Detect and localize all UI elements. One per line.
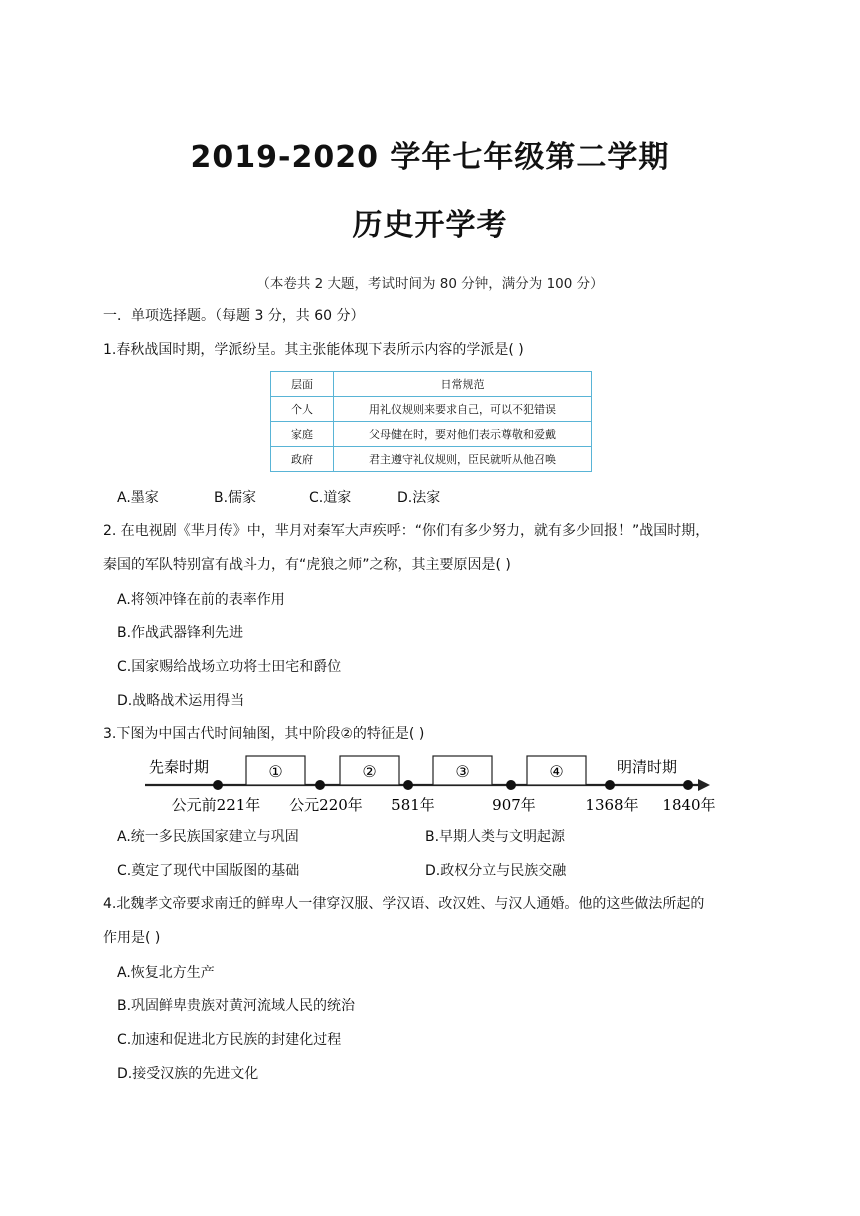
timeline-point	[213, 780, 223, 790]
q1-option-c: C.道家	[309, 490, 352, 506]
table-cell: 个人	[271, 397, 334, 422]
stage-label-1: ①	[268, 762, 283, 781]
table-row	[271, 397, 592, 422]
q3-option-a: A.统一多民族国家建立与巩固	[117, 829, 299, 845]
stage-label-3: ③	[455, 762, 470, 781]
table-cell: 政府	[271, 447, 334, 472]
timeline-point	[315, 780, 325, 790]
exam-note: （本卷共 2 大题，考试时间为 80 分钟，满分为 100 分）	[256, 276, 604, 292]
timeline-tick-label: 1840年	[662, 796, 716, 814]
q4-option-b: B.巩固鲜卑贵族对黄河流域人民的统治	[117, 998, 356, 1014]
q4-option-d: D.接受汉族的先进文化	[117, 1066, 259, 1082]
q2-option-b: B.作战武器锋利先进	[117, 625, 244, 641]
timeline-right-label: 明清时期	[617, 758, 678, 776]
q3-option-d: D.政权分立与民族交融	[425, 863, 567, 879]
q4-option-c: C.加速和促进北方民族的封建化过程	[117, 1032, 342, 1048]
q4-stem-line1: 4.北魏孝文帝要求南迁的鲜卑人一律穿汉服、学汉语、改汉姓、与汉人通婚。他的这些做法所起的	[103, 896, 705, 912]
stage-label-4: ④	[549, 762, 564, 781]
timeline-point	[605, 780, 615, 790]
timeline-tick-label: 581年	[391, 796, 435, 814]
q2-option-c: C.国家赐给战场立功将士田宅和爵位	[117, 659, 342, 675]
q3-option-c: C.奠定了现代中国版图的基础	[117, 863, 300, 879]
table-row	[271, 447, 592, 472]
table-cell: 家庭	[271, 422, 334, 447]
q2-option-a: A.将领冲锋在前的表率作用	[117, 592, 285, 608]
timeline-tick-label: 公元前221年	[171, 796, 261, 814]
timeline-left-label: 先秦时期	[149, 758, 210, 776]
page-title-line2: 历史开学考	[352, 208, 508, 243]
q1-option-b: B.儒家	[214, 490, 257, 506]
timeline-point	[506, 780, 516, 790]
q2-stem-line1: 2. 在电视剧《芈月传》中，芈月对秦军大声疾呼：“你们有多少努力，就有多少回报！”战国时期，	[103, 523, 710, 539]
timeline-tick-label: 907年	[492, 796, 536, 814]
q1-stem: 1.春秋战国时期，学派纷呈。其主张能体现下表所示内容的学派是( )	[103, 342, 524, 358]
timeline-point	[403, 780, 413, 790]
q1-option-d: D.法家	[397, 490, 441, 506]
q2-option-d: D.战略战术运用得当	[117, 693, 245, 709]
arrow-icon	[698, 779, 710, 791]
q1-option-a: A.墨家	[117, 490, 159, 506]
timeline-tick-label: 1368年	[585, 796, 639, 814]
table-cell: 父母健在时，要对他们表示尊敬和爱戴	[334, 422, 592, 447]
table-header-cell: 日常规范	[334, 372, 592, 397]
q4-stem-line2: 作用是( )	[103, 930, 161, 946]
table-header-cell: 层面	[271, 372, 334, 397]
q3-stem: 3.下图为中国古代时间轴图，其中阶段②的特征是( )	[103, 726, 425, 742]
timeline-tick-label: 公元220年	[289, 796, 363, 814]
timeline-point	[683, 780, 693, 790]
q3-timeline	[140, 750, 730, 818]
table-row	[271, 422, 592, 447]
q2-stem-line2: 秦国的军队特别富有战斗力，有“虎狼之师”之称，其主要原因是( )	[103, 557, 511, 573]
stage-label-2: ②	[362, 762, 377, 781]
page-title-line1: 2019-2020 学年七年级第二学期	[190, 140, 670, 175]
section-heading: 一．单项选择题。（每题 3 分，共 60 分）	[103, 308, 365, 324]
q4-option-a: A.恢复北方生产	[117, 965, 215, 981]
table-cell: 用礼仪规则来要求自己，可以不犯错误	[334, 397, 592, 422]
table-cell: 君主遵守礼仪规则，臣民就听从他召唤	[334, 447, 592, 472]
table-header-row	[271, 372, 592, 397]
q3-option-b: B.早期人类与文明起源	[425, 829, 566, 845]
q1-norms-table	[270, 371, 592, 472]
